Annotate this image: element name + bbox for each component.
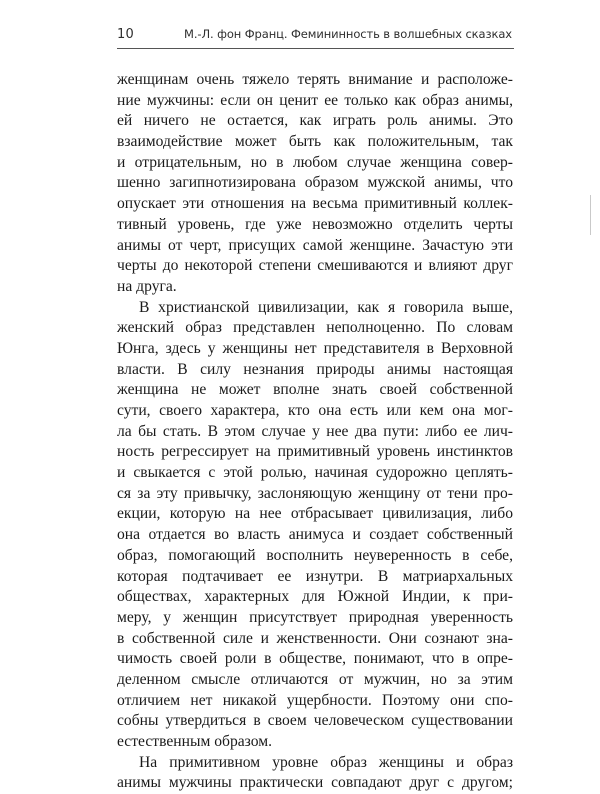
text-line: сути, своего характера, кто она есть или кем она мог- <box>117 402 513 419</box>
text-line: В христианской цивилизации, как я говорила выше, <box>139 298 513 316</box>
text-line: На примитивном уровне образ женщины и образ <box>139 753 513 771</box>
text-line: екции, которую на нее отбрасывает цивилизация, либо <box>117 505 513 523</box>
text-line: ей ничего не остается, как играть роль анимы. Это <box>117 112 513 130</box>
page-number: 10 <box>117 27 134 42</box>
header-rule <box>117 48 514 49</box>
text-line: Юнга, здесь у женщины нет представителя в Верховной <box>117 339 513 357</box>
text-line: опускает эти отношения на весьма примитивный коллек- <box>117 195 513 213</box>
text-line: ность регрессирует на примитивный уровень инстинктов <box>117 443 513 461</box>
text-line: власти. В силу незнания природы анимы настоящая <box>117 360 513 378</box>
text-line: анимы от черт, присущих самой женщине. Зачастую эти <box>117 236 513 254</box>
text-line: естественным образом. <box>117 733 273 750</box>
text-line: и свыкается с этой ролью, начиная судорожно цеплять- <box>117 464 513 482</box>
text-line: шенно загипнотизирована образом мужской анимы, что <box>117 174 513 192</box>
page-header <box>0 0 600 58</box>
text-line: отличием нет никакой ущербности. Поэтому они спо- <box>117 691 513 709</box>
running-head: М.-Л. фон Франц. Фемининность в волшебных сказках <box>184 27 512 41</box>
text-line: она отдается во власть анимуса и создает собственный <box>117 526 513 544</box>
text-line: на друга. <box>117 277 177 295</box>
text-line: собны утвердиться в своем человеческом существовании <box>117 712 513 730</box>
text-line: ла бы стать. В этом случае у нее два пути: либо ее лич- <box>117 422 513 440</box>
page-edge-mark <box>590 195 591 235</box>
text-line: обществах, характерных для Южной Индии, к при- <box>117 588 513 606</box>
text-line: ние мужчины: если он ценит ее только как образ анимы, <box>117 91 513 109</box>
text-line: анимы мужчины практически совпадают друг с другом; <box>117 774 513 792</box>
text-line: меру, у женщин присутствует природная уверенность <box>117 608 513 626</box>
text-line: женский образ представлен неполноценно. По словам <box>117 319 513 337</box>
paragraph <box>117 70 513 298</box>
text-line: взаимодействие может быть как положительным, так <box>117 133 513 151</box>
text-line: женщина не может вполне знать своей собственной <box>117 381 513 399</box>
paragraph <box>117 298 513 753</box>
text-line: в собственной силе и женственности. Они сознают зна- <box>117 629 513 647</box>
text-line: женщинам очень тяжело терять внимание и расположе- <box>117 71 513 88</box>
paragraph <box>117 753 513 794</box>
text-line: образ, помогающий восполнить неуверенность в себе, <box>117 546 513 564</box>
text-line: черты до некоторой степени смешиваются и влияют друг <box>117 257 513 275</box>
body-text <box>117 70 513 794</box>
text-line: чимость своей роли в обществе, понимают, что в опре- <box>117 650 513 668</box>
text-line: ся за эту привычку, заслоняющую женщину от тени про- <box>117 484 513 502</box>
text-line: деленном смысле отличаются от мужчин, но за этим <box>117 670 513 688</box>
text-line: которая подтачивает ее изнутри. В матриархальных <box>117 567 513 585</box>
text-line: тивный уровень, где уже невозможно отделить черты <box>117 215 513 233</box>
text-line: и отрицательным, но в любом случае женщина совер- <box>117 153 513 171</box>
